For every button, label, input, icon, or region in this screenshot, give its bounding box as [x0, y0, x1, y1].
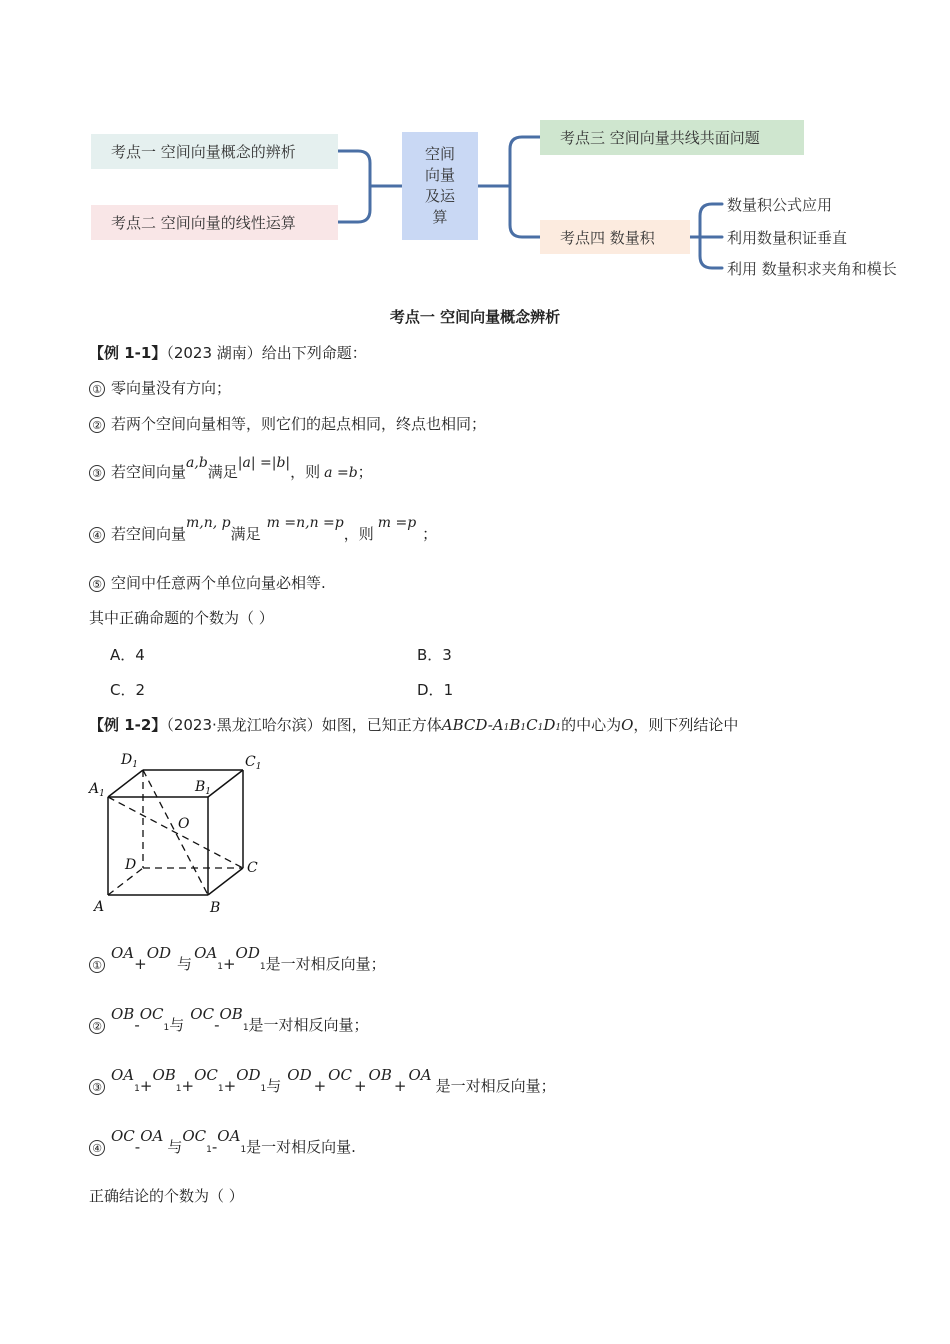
item-text-end: ；: [422, 525, 438, 543]
example-1-question: 其中正确命题的个数为（ ）: [89, 609, 274, 627]
vector-oa: OA: [140, 1127, 164, 1145]
item-number: ⑤: [89, 576, 105, 592]
op-minus: -: [134, 1138, 141, 1156]
option-value: 4: [135, 646, 145, 664]
item-conclusion: m =p: [377, 515, 417, 531]
op-plus: +: [139, 1077, 153, 1095]
vector-oc: OC: [190, 1005, 215, 1023]
item-text: 空间中任意两个单位向量必相等.: [111, 574, 326, 592]
vector-od: OD: [236, 1066, 261, 1084]
item-tail: 是一对相反向量；: [265, 955, 386, 973]
vector-oa1: OA: [194, 944, 218, 962]
center-line-4: 算: [432, 208, 448, 226]
vector-oa1: OA: [217, 1127, 241, 1145]
cube-figure: [85, 748, 270, 920]
item-text-mid: 满足: [207, 463, 238, 481]
item-number: ④: [89, 527, 105, 543]
item-number: ④: [89, 1140, 105, 1156]
center-line-1: 空间: [424, 145, 455, 163]
label-c1: $C_1$: [245, 754, 262, 772]
edge-b1c1: [208, 770, 243, 797]
item-number: ②: [89, 417, 105, 433]
label-c: C: [247, 860, 258, 876]
option-c[interactable]: [110, 679, 145, 700]
vector-oa: OA: [408, 1066, 432, 1084]
edge-bc: [208, 868, 243, 895]
op-minus: -: [214, 1016, 220, 1034]
mindmap-node-4-label: 考点四 数量积: [560, 228, 655, 247]
subscript: 1: [134, 1084, 140, 1094]
vector-od: OD: [146, 944, 172, 962]
vector-oa: OA: [111, 1066, 135, 1084]
example-2-item-3: [89, 1066, 556, 1096]
example-2-item-1: [89, 944, 386, 974]
mindmap-leaf-1: 数量积公式应用: [727, 196, 833, 214]
item-number: ①: [89, 381, 105, 397]
vector-oc: OC: [111, 1127, 135, 1145]
mindmap-leaf-3: 利用 数量积求夹角和模长: [727, 260, 897, 278]
option-letter: C．: [110, 681, 136, 699]
subscript: 1: [206, 1145, 212, 1155]
item-number: ②: [89, 1018, 105, 1034]
label-d: D: [125, 857, 137, 873]
example-1-item-3: [89, 455, 373, 482]
item-vars: a,b: [186, 455, 208, 471]
subscript: 1: [260, 1084, 267, 1094]
vector-ob: OB: [152, 1066, 176, 1084]
example-1-source: （2023 湖南）给出下列命题：: [166, 344, 367, 362]
center-line-2: 向量: [424, 166, 455, 184]
subscript: 1: [520, 723, 527, 733]
option-a[interactable]: [110, 644, 145, 665]
word-with: 与: [177, 955, 193, 973]
vector-oc: OC: [328, 1066, 352, 1084]
mindmap-node-1: [91, 134, 338, 169]
label-a: A: [94, 899, 105, 915]
mindmap-leaf-2: 利用数量积证垂直: [727, 229, 848, 247]
vector-oa: OA: [111, 944, 135, 962]
item-number: ③: [89, 1079, 105, 1095]
example-1-item-1: [89, 377, 231, 398]
word-with: 与: [266, 1077, 282, 1095]
word-with: 与: [167, 1138, 183, 1156]
vector-oc: OC: [194, 1066, 218, 1084]
vector-oc1: OC: [182, 1127, 207, 1145]
op-plus: +: [223, 1077, 237, 1095]
example-2-label: 【例 1-2】: [89, 716, 167, 734]
item-text-mid: 满足: [230, 525, 261, 543]
label-o: O: [178, 816, 190, 832]
label-b1: $B_1$: [195, 779, 212, 797]
subscript: 1: [555, 723, 562, 733]
option-value: 2: [135, 681, 146, 699]
example-1-header: [89, 342, 367, 363]
item-condition: |a| =|b|: [237, 455, 291, 471]
example-2-item-2: [89, 1005, 369, 1035]
example-2-header: [89, 714, 738, 735]
item-text-post: ，则: [343, 525, 374, 543]
label-a1: $A_1$: [89, 781, 105, 799]
connector-right: [510, 137, 540, 237]
option-letter: B．: [417, 646, 443, 664]
option-letter: A．: [110, 646, 136, 664]
item-tail: 是一对相反向量；: [435, 1077, 556, 1095]
item-tail: 是一对相反向量；: [248, 1016, 369, 1034]
item-number: ①: [89, 957, 105, 973]
example-2-question: 正确结论的个数为（ ）: [89, 1187, 244, 1205]
mindmap-node-2-label: 考点二 空间向量的线性运算: [111, 214, 296, 232]
label-d1: $D_1$: [121, 752, 138, 770]
center-line-3: 及运: [424, 187, 455, 205]
subscript: 1: [217, 1084, 224, 1094]
mindmap-node-2: [91, 205, 338, 240]
op-plus: +: [134, 955, 147, 973]
subscript: 1: [503, 723, 510, 733]
subscript: 1: [240, 1145, 247, 1155]
option-value: 3: [442, 646, 452, 664]
item-conclusion: a =b: [324, 465, 358, 481]
mindmap-node-1-label: 考点一 空间向量概念的辨析: [111, 143, 296, 161]
op-plus: +: [353, 1077, 367, 1095]
item-number: ③: [89, 465, 105, 481]
item-text: 零向量没有方向；: [111, 379, 232, 397]
mindmap-node-3-label: 考点三 空间向量共线共面问题: [560, 129, 760, 147]
word-with: 与: [169, 1016, 185, 1034]
op-minus: -: [134, 1016, 140, 1034]
mindmap-node-3: [540, 120, 804, 155]
item-condition: m =n,n =p: [266, 515, 344, 531]
label-b: B: [210, 900, 221, 916]
item-vars: m,n, p: [186, 515, 231, 531]
op-plus: +: [181, 1077, 195, 1095]
vector-ob: OB: [368, 1066, 392, 1084]
example-1-item-2: [89, 413, 486, 434]
op-plus: +: [313, 1077, 327, 1095]
op-plus: +: [222, 955, 236, 973]
vector-od1: OD: [235, 944, 260, 962]
item-text: 若两个空间向量相等，则它们的起点相同，终点也相同；: [111, 415, 487, 433]
subscript: 1: [163, 1023, 170, 1033]
example-1-item-5: [89, 572, 326, 593]
option-letter: D．: [417, 681, 444, 699]
header-tail: ，则下列结论中: [633, 716, 739, 734]
item-tail: 是一对相反向量.: [246, 1138, 356, 1156]
example-1-label: 【例 1-1】: [89, 344, 167, 362]
vector-od: OD: [287, 1066, 312, 1084]
mindmap-center: [402, 132, 478, 240]
subscript: 1: [175, 1084, 182, 1094]
solid-part: C: [526, 716, 538, 734]
example-2-source: （2023·黑龙江哈尔滨）如图，已知正方体: [166, 716, 442, 734]
edge-a1d1: [108, 770, 143, 797]
subscript: 1: [537, 723, 544, 733]
center-point: O: [621, 716, 634, 734]
example-2-item-4: [89, 1127, 356, 1157]
header-text: 的中心为: [561, 716, 622, 734]
op-plus: +: [393, 1077, 407, 1095]
item-text: 若空间向量: [111, 525, 187, 543]
mindmap-node-4: [540, 220, 690, 254]
solid-name: ABCD-A: [441, 716, 504, 734]
item-text-post: ，则: [290, 463, 321, 481]
solid-part: D: [543, 716, 556, 734]
subscript: 1: [242, 1023, 249, 1033]
option-value: 1: [443, 681, 454, 699]
solid-part: B: [509, 716, 521, 734]
option-b[interactable]: [417, 644, 452, 665]
vector-oc1: OC: [139, 1005, 164, 1023]
connector-left: [338, 151, 370, 222]
option-d[interactable]: [417, 679, 453, 700]
item-text: 若空间向量: [111, 463, 187, 481]
op-minus: -: [211, 1138, 218, 1156]
subscript: 1: [217, 962, 223, 972]
example-1-item-4: [89, 515, 438, 544]
vector-ob1: OB: [219, 1005, 243, 1023]
section-title: 考点一 空间向量概念辨析: [389, 308, 561, 326]
subscript: 1: [259, 962, 266, 972]
vector-ob: OB: [111, 1005, 135, 1023]
item-text-end: ；: [357, 463, 373, 481]
